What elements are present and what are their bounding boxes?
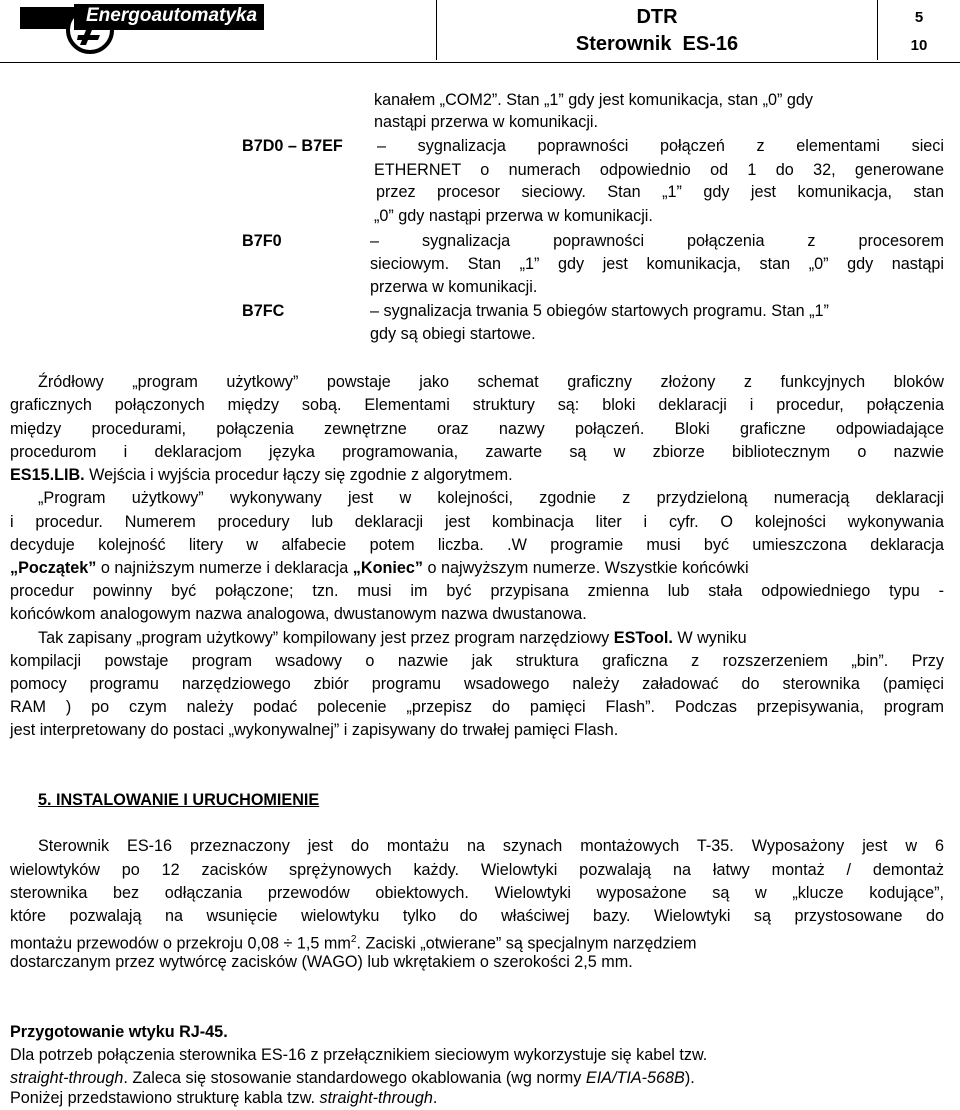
- list-line: przez procesor sieciowy. Stan „1” gdy jest komunikacja, stan: [376, 183, 944, 201]
- paragraph-line: „Program użytkowy” wykonywany jest w kolejności, zgodnie z przydzieloną numeracją deklaracji: [38, 489, 944, 507]
- paragraph-line: Sterownik ES-16 przeznaczony jest do montażu na szynach montażowych T-35. Wyposażony jest w 6: [38, 837, 944, 855]
- paragraph-line: [10, 929, 944, 954]
- paragraph-line: Źródłowy „program użytkowy” powstaje jako schemat graficzny złożony z funkcyjnych bloków: [38, 373, 944, 391]
- page-count: 10: [910, 37, 928, 54]
- paragraph-text: .: [432, 1089, 438, 1107]
- keyword-start: „Początek”: [10, 559, 97, 577]
- paragraph-text: montażu przewodów o przekroju 0,08 ÷ 1,5 mm: [10, 934, 351, 953]
- paragraph-text: o najwyższym numerze. Wszystkie końcówki: [422, 559, 749, 577]
- list-line: „0” gdy nastąpi przerwa w komunikacji.: [374, 207, 653, 225]
- paragraph-text: o najniższym numerze i deklaracja: [96, 559, 353, 577]
- paragraph-line: [10, 1068, 695, 1089]
- page-number: 5: [914, 9, 924, 26]
- paragraph-line: kompilacji powstaje program wsadowy o nazwie jak struktura graficzna z rozszerzeniem „bin”. Przy: [10, 652, 944, 670]
- paragraph-line: RAM ) po czym należy podać polecenie „przepisz do pamięci Flash”. Podczas przepisywania, program: [10, 698, 944, 716]
- list-line: – sygnalizacja trwania 5 obiegów startowych programu. Stan „1”: [370, 302, 829, 320]
- paragraph-text: Wejścia i wyjścia procedur łączy się zgodnie z algorytmem.: [84, 466, 513, 484]
- paragraph-line: które pozwalają na wsunięcie wielowtyku tylko do właściwej bazy. Wielowtyki są przystosowane do: [10, 907, 944, 925]
- paragraph-line: decyduje kolejność litery w alfabecie potem liczba. .W programie musi być umieszczona deklaracja: [10, 536, 944, 554]
- paragraph-line: wielowtyków po 12 zacisków sprężynowych każdy. Wielowtyki pozwalają na łatwy montaż / demontaż: [10, 861, 944, 879]
- document-title: Sterownik ES-16: [575, 33, 739, 55]
- paragraph-line: Dla potrzeb połączenia sterownika ES-16 z przełącznikiem sieciowym wykorzystuje się kabel tzw.: [10, 1046, 708, 1064]
- paragraph-text: . Zaleca się stosowanie standardowego okablowania (wg normy: [123, 1069, 586, 1087]
- paragraph-line: końcówkom analogowym nazwa analogowa, dwustanowym nazwa dwustanowa.: [10, 605, 587, 623]
- paragraph-line: pomocy programu narzędziowego zbiór programu wsadowego należy załadować do sterownika (pamięci: [10, 675, 944, 693]
- paragraph-line: sterownika bez odłączania przewodów obiektowych. Wielowtyki wyposażone są w „klucze kodujące”,: [10, 884, 944, 902]
- list-line: – sygnalizacja poprawności połączeń z elementami sieci: [377, 137, 944, 155]
- list-line: nastąpi przerwa w komunikacji.: [374, 113, 599, 131]
- paragraph-line: i procedur. Numerem procedury lub deklaracji jest kombinacja liter i cyfr. O kolejności wykonywania: [10, 513, 944, 531]
- company-cell: [0, 0, 437, 60]
- superscript: 2: [350, 934, 357, 945]
- list-line: gdy są obiegi startowe.: [370, 325, 536, 343]
- document-cell: [437, 0, 878, 60]
- keyword-end: „Koniec”: [352, 559, 423, 577]
- paragraph-line: dostarczanym przez wytwórcę zacisków (WAGO) lub wkrętakiem o szerokości 2,5 mm.: [10, 953, 633, 971]
- company-name: Energoautomatyka: [86, 5, 258, 26]
- standard-name: EIA/TIA-568B: [585, 1069, 685, 1087]
- paragraph-text: Tak zapisany „program użytkowy” kompilowany jest przez program narzędziowy: [38, 629, 614, 647]
- paragraph-line: [10, 558, 944, 579]
- register-address: B7FC: [242, 302, 285, 320]
- paragraph-line: procedur powinny być połączone; tzn. musi im być przypisana zmienna lub stała odpowiedniego typu -: [10, 582, 944, 600]
- paragraph-line: procedurom i deklaracjom języka programowania, zawarte są w zbiorze bibliotecznym o nazwie: [10, 443, 944, 461]
- section-title: 5. INSTALOWANIE I URUCHOMIENIE: [38, 791, 320, 809]
- paragraph-line: [10, 1088, 437, 1109]
- paragraph-text: Poniżej przedstawiono strukturę kabla tzw.: [10, 1089, 320, 1107]
- list-line: kanałem „COM2”. Stan „1” gdy jest komunikacja, stan „0” gdy: [374, 91, 814, 109]
- paragraph-line: [38, 628, 747, 649]
- list-line: sieciowym. Stan „1” gdy jest komunikacja, stan „0” gdy nastąpi: [370, 255, 944, 273]
- paragraph-line: jest interpretowany do postaci „wykonywalnej” i zapisywany do trwałej pamięci Flash.: [10, 721, 619, 739]
- cable-type: straight-through: [10, 1069, 124, 1087]
- page-number-cell: [878, 0, 960, 60]
- register-address: B7D0 – B7EF: [242, 137, 343, 155]
- subsection-heading: Przygotowanie wtyku RJ-45.: [10, 1023, 228, 1041]
- list-line: – sygnalizacja poprawności połączenia z procesorem: [370, 232, 944, 250]
- paragraph-text: ).: [684, 1069, 695, 1087]
- paragraph-line: między procedurami, połączenia zewnętrzne oraz nazwy połączeń. Bloki graficzne odpowiadające: [10, 420, 944, 438]
- tool-name: ESTool.: [613, 629, 673, 647]
- register-address: B7F0: [242, 232, 282, 250]
- header-divider: [0, 62, 960, 63]
- paragraph-text: W wyniku: [672, 629, 747, 647]
- page-header: [0, 0, 960, 62]
- paragraph-text: . Zaciski „otwierane” są specjalnym narzędziem: [356, 934, 697, 953]
- cable-type: straight-through: [319, 1089, 433, 1107]
- list-line: ETHERNET o numerach odpowiednio od 1 do 32, generowane: [374, 161, 944, 179]
- list-line: przerwa w komunikacji.: [370, 278, 538, 296]
- library-name: ES15.LIB.: [10, 466, 85, 484]
- paragraph-line: graficznych połączonych między sobą. Elementami struktury są: bloki deklaracji i procedur, połączenia: [10, 396, 944, 414]
- paragraph-line: [10, 465, 513, 486]
- document-code: DTR: [636, 6, 678, 28]
